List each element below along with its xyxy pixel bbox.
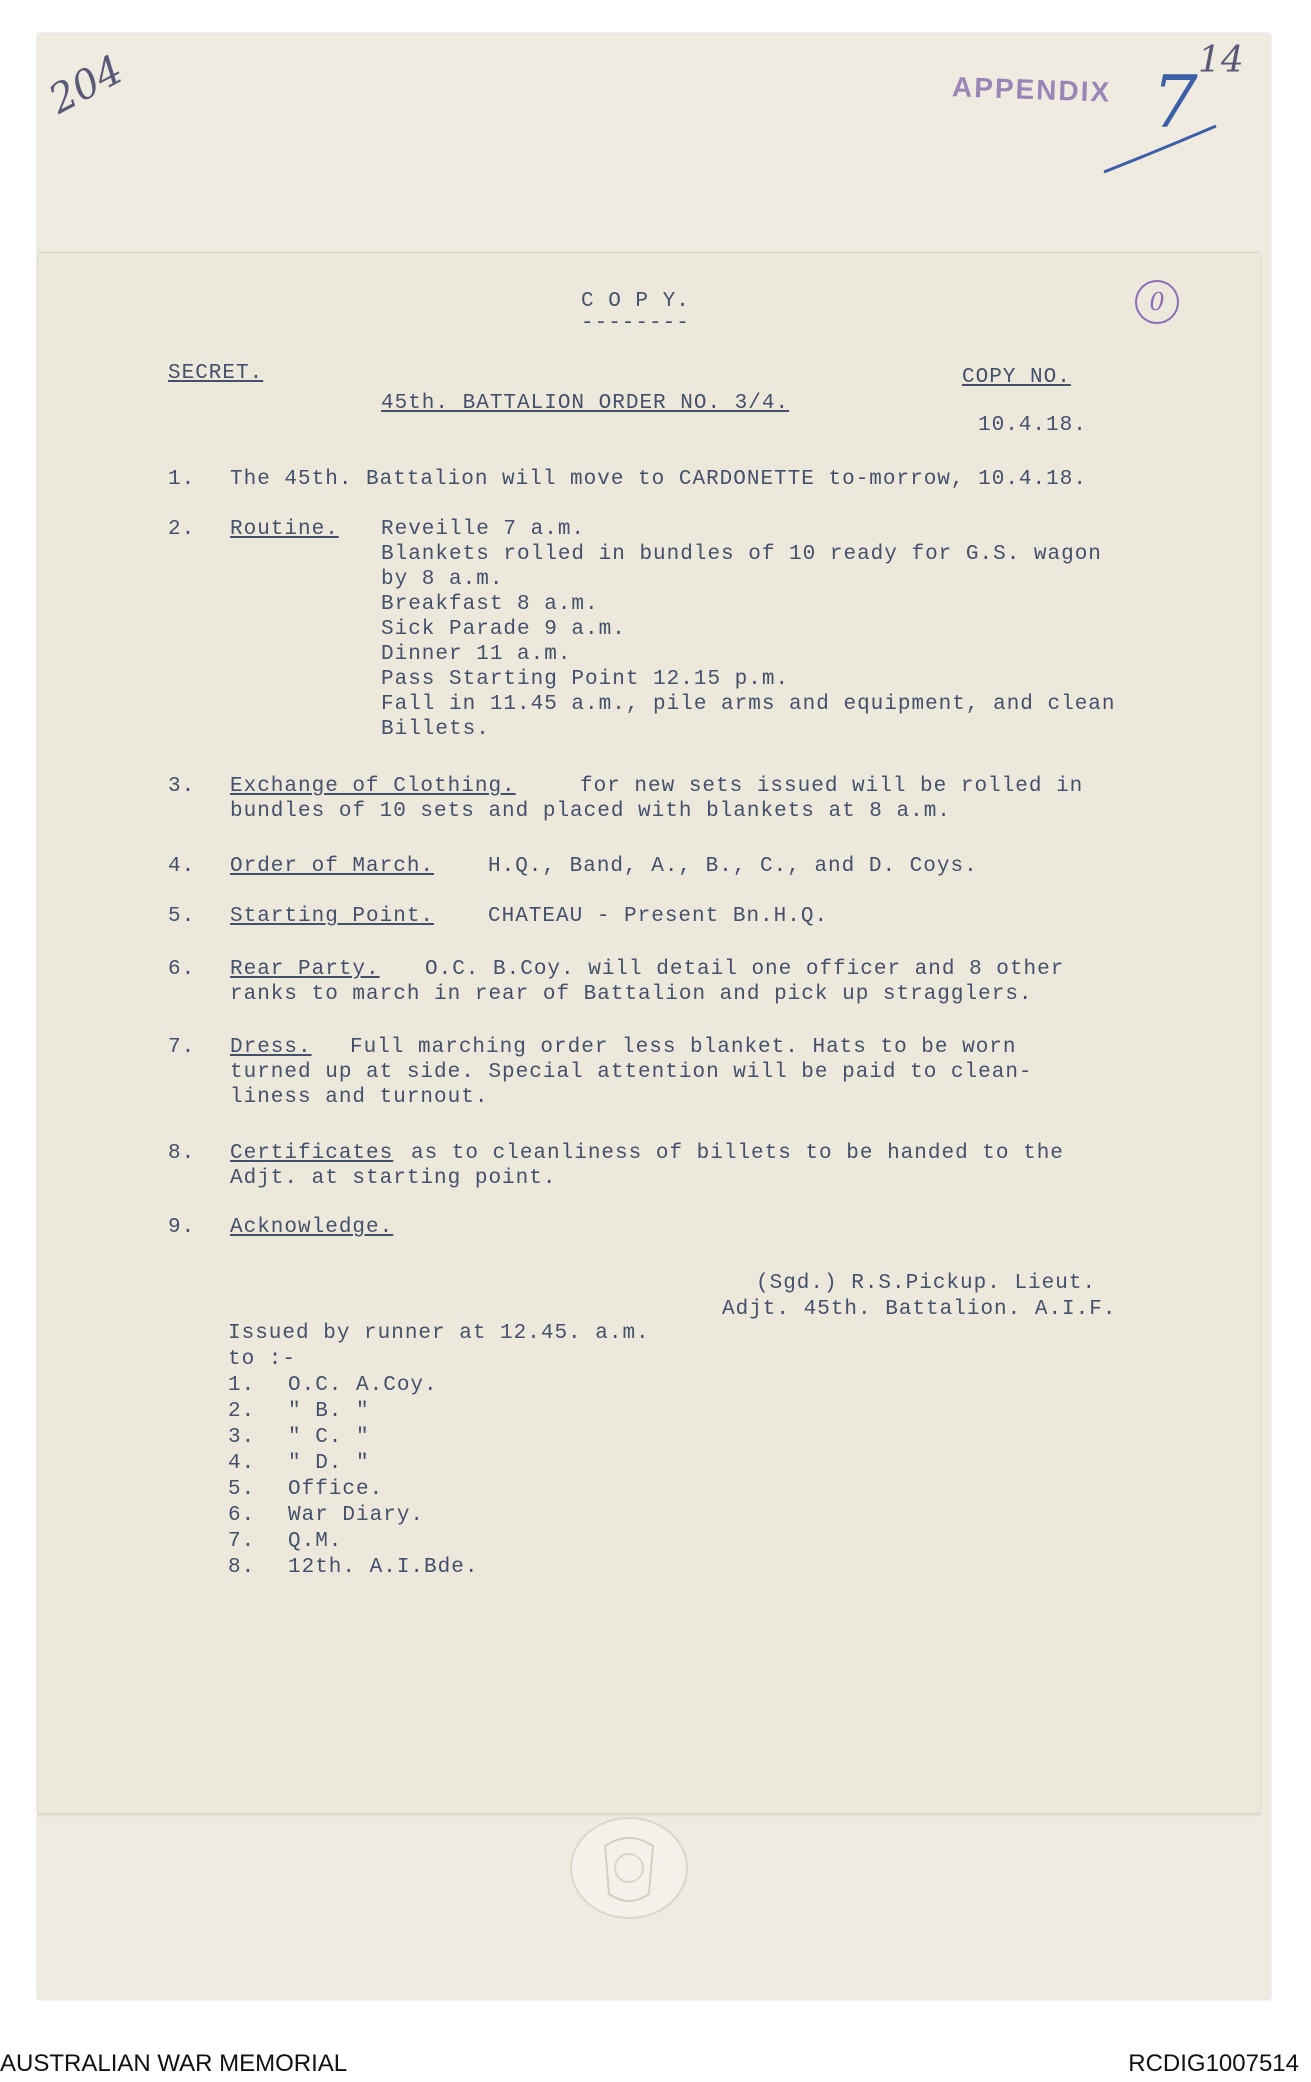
para-2-line: Billets. [381,718,490,741]
para-5-line: CHATEAU - Present Bn.H.Q. [488,905,829,928]
distribution-number: 4. [228,1452,256,1475]
para-2-heading: Routine. [230,518,339,541]
circled-mark: 0 [1135,280,1179,324]
order-date: 10.4.18. [978,414,1087,437]
para-7-heading: Dress. [230,1036,312,1059]
signature-line: (Sgd.) R.S.Pickup. Lieut. [756,1272,1097,1295]
para-2-line: Dinner 11 a.m. [381,643,572,666]
para-2-number: 2. [168,518,196,541]
distribution-recipient: " D. " [288,1452,370,1475]
distribution-number: 5. [228,1478,256,1501]
para-9-number: 9. [168,1216,196,1239]
para-2-line: Breakfast 8 a.m. [381,593,599,616]
para-4-number: 4. [168,855,196,878]
copy-number: COPY NO. [962,366,1071,389]
para-6-line: ranks to march in rear of Battalion and pick up stragglers. [230,983,1033,1006]
footer-left: AUSTRALIAN WAR MEMORIAL [0,2050,348,2077]
distribution-number: 2. [228,1400,256,1423]
distribution-number: 1. [228,1374,256,1397]
para-7-line: liness and turnout. [230,1086,489,1109]
para-4-heading: Order of March. [230,855,435,878]
issued-line: Issued by runner at 12.45. a.m. [228,1322,650,1345]
para-7-number: 7. [168,1036,196,1059]
pencil-stroke-icon [1100,120,1220,180]
para-8-number: 8. [168,1142,196,1165]
distribution-recipient: " C. " [288,1426,370,1449]
para-8-line: as to cleanliness of billets to be handed to the [411,1142,1064,1165]
para-6-line: O.C. B.Coy. will detail one officer and 8 other [425,958,1065,981]
distribution-recipient: Q.M. [288,1530,343,1553]
para-8-line: Adjt. at starting point. [230,1167,557,1190]
para-8-heading: Certificates [230,1142,394,1165]
para-3-line: bundles of 10 sets and placed with blankets at 8 a.m. [230,800,951,823]
distribution-number: 3. [228,1426,256,1449]
para-1-text: The 45th. Battalion will move to CARDONETTE to-morrow, 10.4.18. [230,468,1087,491]
copy-heading: C O P Y. [581,290,690,313]
para-3-number: 3. [168,775,196,798]
order-title: 45th. BATTALION ORDER NO. 3/4. [381,392,790,415]
para-2-line: Sick Parade 9 a.m. [381,618,626,641]
distribution-recipient: War Diary. [288,1504,425,1527]
para-2-line: Reveille 7 a.m. [381,518,586,541]
distribution-to: to :- [228,1348,297,1371]
para-2-line: Blankets rolled in bundles of 10 ready for G.S. wagon [381,543,1102,566]
footer-right: RCDIG1007514 [1128,2050,1299,2077]
para-4-line: H.Q., Band, A., B., C., and D. Coys. [488,855,978,878]
distribution-number: 7. [228,1530,256,1553]
signature-title: Adjt. 45th. Battalion. A.I.F. [722,1298,1117,1321]
para-6-heading: Rear Party. [230,958,380,981]
para-2-line: by 8 a.m. [381,568,504,591]
para-5-number: 5. [168,905,196,928]
para-3-line: for new sets issued will be rolled in [580,775,1084,798]
para-7-line: turned up at side. Special attention will be paid to clean- [230,1061,1033,1084]
handwritten-folio: 204 [41,46,131,124]
para-2-line: Pass Starting Point 12.15 p.m. [381,668,790,691]
para-7-line: Full marching order less blanket. Hats to be worn [350,1036,1017,1059]
distribution-number: 6. [228,1504,256,1527]
copy-heading-rule: -------- [581,312,690,335]
para-3-heading: Exchange of Clothing. [230,775,516,798]
para-5-heading: Starting Point. [230,905,435,928]
handwritten-appendix-number: 7 [1152,60,1198,144]
distribution-recipient: Office. [288,1478,384,1501]
para-9-heading: Acknowledge. [230,1216,394,1239]
distribution-recipient: 12th. A.I.Bde. [288,1556,479,1579]
para-1-number: 1. [168,468,196,491]
appendix-stamp: APPENDIX [951,71,1112,108]
handwritten-page-number: 14 [1198,40,1244,81]
secret-label: SECRET. [168,362,264,385]
distribution-recipient: O.C. A.Coy. [288,1374,438,1397]
embossed-seal-icon [565,1812,693,1924]
distribution-number: 8. [228,1556,256,1579]
para-6-number: 6. [168,958,196,981]
para-2-line: Fall in 11.45 a.m., pile arms and equipment, and clean [381,693,1116,716]
distribution-recipient: " B. " [288,1400,370,1423]
